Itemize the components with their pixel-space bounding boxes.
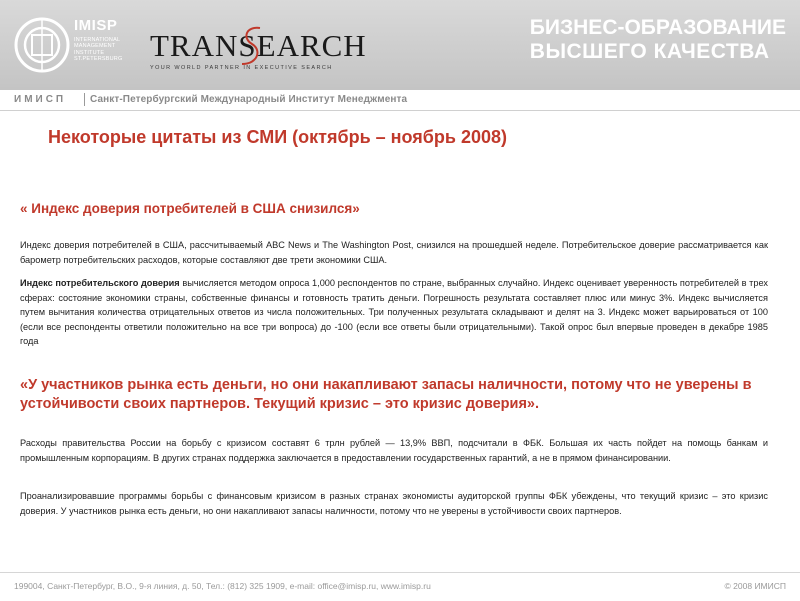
paragraph-1: Индекс доверия потребителей в США, рассчитываемый ABC News и The Washington Post, снизился на прошедшей неделе. Потребительское доверие рассматривается как барометр потребительских расходов, которые составляют две трети экономики США. — [20, 240, 768, 265]
paragraph-4: Проанализировавшие программы борьбы с финансовым кризисом в разных странах экономисты аудиторской группы ФБК убеждены, что текущий кризис – это кризис доверия. У участников рынка есть деньги, но они накапливают запасы наличности, потому что не уверены в устойчивости своих партнеров. — [20, 491, 768, 516]
section-heading-2: «У участников рынка есть деньги, но они накапливают запасы наличности, потому что не уверены в устойчивости своих партнеров. Текущий кризис – это кризис доверия». — [20, 377, 752, 412]
page-title: Некоторые цитаты из СМИ (октябрь – ноябрь 2008) — [48, 127, 507, 147]
imisp-logo — [12, 15, 132, 77]
paragraph-3: Расходы правительства России на борьбу с кризисом составят 6 трлн рублей — 13,9% ВВП, подсчитали в ФБК. Большая их часть пойдет на помощь банкам и промышленным корпорациям. В других странах поддержка заключается в предоставлении государственных гарантий, а не в прямом финансировании. — [20, 438, 768, 463]
footer-address: 199004, Санкт-Петербург, В.О., 9-я линия, д. 50, Тел.: (812) 325 1909, e-mail: office@imisp.ru, www.imisp.ru — [14, 581, 431, 591]
footer — [0, 572, 800, 601]
paragraph-2-body: вычисляется методом опроса 1,000 респондентов по стране, выбранных случайно. Индекс оценивает уверенность потребителей в трех сферах: состояние экономики страны, собственные финансы и готовность тратить деньги. Погрешность результата составляет плюс или минус 3%. Индекс вычисляется путем вычитания количества отрицательных ответов из числа положительных. Три полученных результата складывают и делят на 3. Индекс может варьироваться от 100 (если все респонденты ответили положительно на все три вопроса) до -100 (если все ответы были отрицательными). Такой опрос был впервые проведен в декабре 1985 года — [20, 278, 769, 346]
transearch-wordmark: TRANSEARCH — [150, 28, 367, 63]
divider — [84, 93, 85, 106]
slogan — [530, 16, 786, 64]
transearch-tagline: YOUR WORLD PARTNER IN EXECUTIVE SEARCH — [150, 65, 333, 71]
institute-abbr: ИМИСП — [14, 94, 67, 105]
transearch-logo — [150, 28, 367, 76]
slogan-line-2: ВЫСШЕГО КАЧЕСТВА — [529, 40, 770, 63]
footer-copyright: © 2008 ИМИСП — [724, 581, 786, 591]
slogan-line-1: БИЗНЕС-ОБРАЗОВАНИЕ — [529, 16, 786, 39]
imisp-emblem-icon — [12, 15, 72, 75]
institute-full-name: Санкт-Петербургский Международный Институт Менеджмента — [90, 94, 408, 105]
paragraph-2 — [20, 276, 768, 349]
institute-bar — [0, 90, 800, 111]
paragraph-2-lead: Индекс потребительского доверия — [20, 278, 180, 288]
section-heading-1: « Индекс доверия потребителей в США снизился» — [20, 201, 360, 216]
header-banner — [0, 0, 800, 90]
imisp-subtitle: INTERNATIONAL MANAGEMENT INSTITUTE ST.PETERSBURG — [74, 37, 123, 62]
transearch-swoosh-icon — [236, 24, 268, 68]
imisp-name: IMISP — [74, 17, 118, 34]
